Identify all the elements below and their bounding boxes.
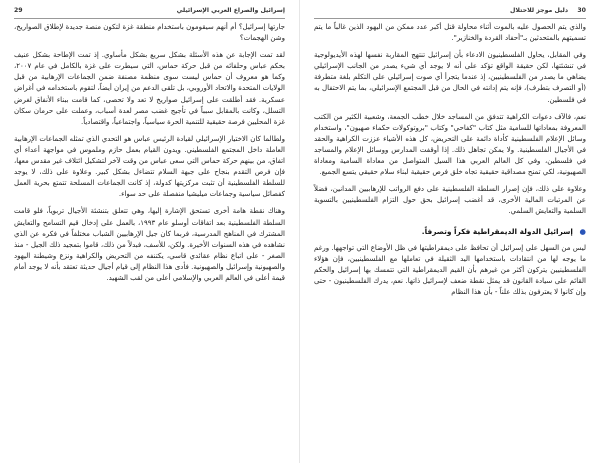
left-paragraph: لقد تمت الإجابة عن هذه الأسئلة بشكل سريع بشكل مأساوي. إذ تمت الإطاحة بشكل عنيف بحكم عباس وحلفائه من قبل حركة حماس، التي سيطرت على غزة بالكامل في عام ٢٠٠٧، وكما هو معروف أن حماس ليست سوى منظمة مصنفة ضمن الجماعات الإرهابية من قبل الولايات المتحدة والاتحاد الأوروبي، بل تلقى الدعم من إيران أيضاً، لتقوم باستخدامه في أغراض عسكرية. فقد أطلقت على إسرائيل صواريخ لا تعد ولا تحصى، كما قامت ببناء الأنفاق لغرض التسلل، وكانت بالمقابل سبباً في تأجيج غضب مصر لعدة أسباب، وعملت على حرمان سكان غزة المحليين فرصة حقيقية للتنمية الحرة سياسياً، واجتماعياً، واقتصادياً. bbox=[14, 51, 285, 126]
left-running-title: إسرائيل والصراع العربي الإسرائيلي bbox=[176, 7, 285, 14]
section-heading bbox=[314, 226, 586, 237]
section-heading-text: إسرائيل الدولة الديمقراطية فكراً وتصرفاً. bbox=[421, 226, 573, 236]
right-paragraph: نعم، فالآف دعوات الكراهية تتدفق من المساجد خلال خطب الجمعة، وشعبية الكثير من الكتب المعروفة بمعاداتها للسامية مثل كتاب "كفاحي" وكتاب "بروتوكولات حكماء صهيون"، واستخدام وسائل الإعلام الفلسطينية كأداة دائمة على التحريض، كل هذه الأشياء عززت الكراهية والحقد في الأجيال الفلسطينية. ولا يمكن تجاهل ذلك. إذا أوقفت المدارس ووسائل الإعلام والمساجد في فلسطين، وفي كل العالم العربي هذا السيل المتواصل من معاداة السامية ومعاداة الصهيونية، لكي تمنح مصداقية حقيقية تجاه خلق فرص حقيقية لبناء سلام حقيقي يتسع الجميع. bbox=[314, 112, 586, 177]
right-page bbox=[300, 0, 600, 463]
right-paragraph: وعلاوة على ذلك، فإن إصرار السلطة الفلسطينية على دفع الرواتب للإرهابيين المدانين، فضلاً عن المرتبات المالية الأخرى، قد أغضب إسرائيل بحق حول التزام الفلسطينيين بالتسوية السلمية والتعايش السلمي. bbox=[314, 185, 586, 216]
right-paragraph: والذي يتم الحصول عليه بالموت أثناء محاولة قتل أكبر عدد ممكن من اليهود الذين غالباً ما يتم تسميتهم بالمتحدثين بـ"أحفاد القردة والخنازير". bbox=[314, 23, 586, 43]
left-paragraph: ولطالما كان الاختيار الإسرائيلي لقيادة الرئيس عباس هو التحدي الذي تمثله الجماعات الإرهابية العاملة داخل المجتمع الفلسطيني. ويدون القيام بعمل حازم وملموس في مواجهة أعداء أي اتفاق، من بينهم حركة حماس التي سعى عباس من وقت لآخر لتشكيل ائتلاف غير مقدس معها، فإن فرص التقدم بنجاح على جبهة السلام تتضاءل بشكل كبير. وعلاوة على ذلك، لا يوجد للسلطة الفلسطينية أن تثبت مركزيتها كدولة، إذ كانت الجماعات المسلحة تتمتع بحرية العمل كفصائل سياسية وجماعات ميليشيا منفصلة على حد سواء. bbox=[14, 134, 285, 199]
left-paragraph: وهناك نقطة هامة أخرى تستحق الإشارة إليها، وهي تتعلق بتنشئة الأجيال تربوياً، فلو قامت السلطة الفلسطينية بعد اتفاقات أوسلو عام ١٩٩٣، بالعمل على إدخال قيم التسامح والتعايش المشترك في المناهج المدرسية، فربما كان جيل الإرهابيين الشباب مختلفاً في فكره عن الذي نشاهده في هذه السنوات الأخيرة. ولكن، للأسف، فبدلاً من ذلك، قاموا بتمجيد ذلك الجيل - منذ الصغر - على اتباع نظام عقائدي قاسي، يكتنفه من التحريض والكراهية ونزع وشيطنة اليهود والصهيونية وإسرائيل والصهيونية. فأدى هذا النظام إلى قيام أجيال حديثة تعتقد بأنه لا يوجد أمام قيمة أعلى في العالم العربي والإسلامي أعلى من لقب الشهيد. bbox=[14, 207, 286, 282]
left-page-number: 29 bbox=[14, 7, 23, 14]
right-running-title: دليل موجز للاحتلال bbox=[510, 7, 568, 14]
left-page-header bbox=[14, 6, 285, 19]
bullet-icon: ● bbox=[579, 226, 586, 236]
right-page-header bbox=[314, 6, 586, 19]
right-paragraph: ليس من السهل على إسرائيل أن تحافظ على ديمقراطيتها في ظل الأوضاع التي تواجهها. ورغم ما يوجه لها من انتقادات باستخدامها اليد الثقيلة في تعاملها مع الفلسطينيين، فإن هؤلاء الفلسطينيين يتركون أكثر من غيرهم بأن القيم الديمقراطية التي تتمسك بها إسرائيل والحكم القائم على سيادة القانون قد يمثل نقطة ضعف لإسرائيل ذاتها. نعم، يدرك الفلسطينيون - حتى وإن كانوا لا يعترفون بذلك علناً - بأن هذا النظام bbox=[314, 243, 586, 296]
right-paragraph: وفي المقابل، يحاول الفلسطينيون الادعاء بأن إسرائيل تنتهج المقاربة نفسها لهذه الأيديولوجية في تنشئتها، لكن حقيقة الواقع تؤكد على أنه لا يوجد أي شيء يصدر من الجانب الإسرائيلي يضاهي ما يصدر من الفلسطينيين، إذ عندما يتجرأ أي صوت إسرائيلي على التكلم بلغة متطرفة (أو التصرف بتطرف)، فإنه يتم إدانته في الحال من قبل المجتمع الإسرائيلي، بما يتم الاحتفال به في فلسطين. bbox=[314, 51, 586, 104]
right-page-number: 30 bbox=[577, 7, 586, 14]
left-paragraph: جارتها إسرائيل؟ أم أنهم سيقومون باستخدام منطقة غزة لتكون منصة جديدة لإطلاق الصواريخ، وشن الهجمات؟ bbox=[14, 23, 285, 43]
